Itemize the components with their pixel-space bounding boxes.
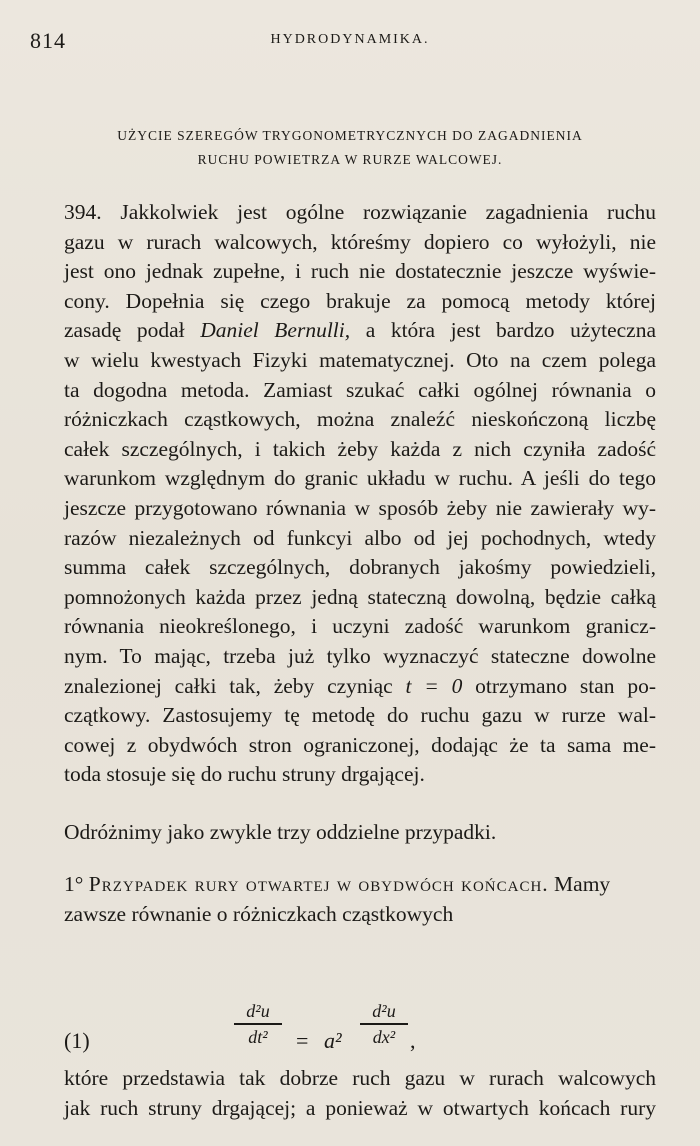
text-line: warunkom względnym do granic układu w ruchu. A jeśli do tego — [64, 466, 656, 491]
section-title-line-2: RUCHU POWIETRZA W RURZE WALCOWEJ. — [197, 152, 503, 167]
text-line: jest ono jednak zupełne, i ruch nie dostatecznie jeszcze wyświe- — [64, 259, 656, 284]
fraction-denominator: dt² — [248, 1026, 268, 1047]
paragraph-number: 394. — [64, 200, 102, 224]
text-line: różniczkach cząstkowych, można znaleźć nieskończoną liczbę — [64, 407, 656, 432]
text-line: ta dogodna metoda. Zamiast szukać całki ogólnej równania o — [64, 377, 656, 402]
fraction-numerator: d²u — [372, 1001, 396, 1021]
text-line: zawsze równanie o różniczkach cząstkowych — [64, 901, 454, 926]
equation-comma: , — [410, 1028, 416, 1053]
text-line: znalezionej całki tak, żeby czyniąc t = 0 otrzymano stan po- — [64, 673, 656, 698]
inline-formula-t-zero: t = 0 — [405, 673, 463, 698]
author-name: Daniel Bernulli, — [200, 318, 351, 343]
case-heading: Przypadek rury otwartej w obydwóch końcach. — [88, 872, 549, 896]
text-line: gazu w rurach walcowych, któreśmy dopiero co wyłożyli, nie — [64, 229, 656, 254]
equals-sign: = — [296, 1028, 309, 1053]
paragraph-odroznimy: Odróżnimy jako zwykle trzy oddzielne przypadki. — [64, 820, 497, 844]
text-line: całek szczególnych, i takich żeby każda z nich czyniła zadość — [64, 436, 656, 461]
text-line: cowej z obydwóch stron ograniczonej, dodając że ta sama me- — [64, 732, 656, 757]
case-marker: 1° — [64, 872, 84, 896]
text-line: które przedstawia tak dobrze ruch gazu w rurach walcowych — [64, 1066, 656, 1090]
page-number: 814 — [30, 28, 66, 53]
running-head: HYDRODYNAMIKA. — [270, 32, 430, 47]
text-line: cony. Dopełnia się czego brakuje za pomocą metody której — [64, 288, 656, 313]
text-line: jeszcze przygotowano równania w sposób żeby nie zawierały wy- — [64, 495, 656, 520]
fraction-bar — [360, 1023, 408, 1025]
paragraph-final — [64, 1064, 656, 1123]
paragraph-case-1 — [64, 870, 656, 929]
equation-label: (1) — [64, 1028, 90, 1053]
text-line: czątkowy. Zastosujemy tę metodę do ruchu gazu w rurze wal- — [64, 703, 656, 728]
text-line: toda stosuje się do ruchu struny drgającej. — [64, 762, 425, 787]
text-line: pomnożonych każda przez jedną stateczną dowolną, będzie całką — [64, 584, 656, 609]
text-line: summa całek szczególnych, dobranych jakośmy powiedzieli, — [64, 555, 656, 580]
paragraph-394 — [64, 198, 656, 790]
text-line: 394. Jakkolwiek jest ogólne rozwiązanie zagadnienia ruchu — [64, 200, 657, 224]
coefficient-a-squared: a² — [324, 1028, 342, 1053]
text-line: jak ruch struny drgającej; a ponieważ w otwartych końcach rury — [64, 1095, 656, 1120]
section-title-line-1: UŻYCIE SZEREGÓW TRYGONOMETRYCZNYCH DO ZAGADNIENIA — [117, 128, 583, 143]
text-line: 1° Przypadek rury otwartej w obydwóch końcach. Mamy — [64, 872, 611, 896]
fraction-rhs — [360, 1000, 408, 1048]
text-line: nym. To mając, trzeba już tylko wyznaczyć stateczne dowolne — [64, 643, 656, 668]
page-header — [30, 28, 670, 58]
text-line: równania nieokreślonego, i uczyni zadość warunkom granicz- — [64, 614, 656, 639]
fraction-numerator: d²u — [246, 1001, 270, 1021]
text-line: razów niezależnych od funkcyi albo od jej pochodnych, wtedy — [64, 525, 656, 550]
section-title — [40, 124, 660, 172]
fraction-lhs — [234, 1000, 282, 1048]
text-line: w wielu kwestyach Fizyki matematycznej. Oto na czem polega — [64, 347, 656, 372]
fraction-denominator: dx² — [372, 1026, 396, 1047]
text-line: zasadę podał Daniel Bernulli, a która jest bardzo użyteczna — [64, 318, 657, 343]
fraction-bar — [234, 1023, 282, 1025]
